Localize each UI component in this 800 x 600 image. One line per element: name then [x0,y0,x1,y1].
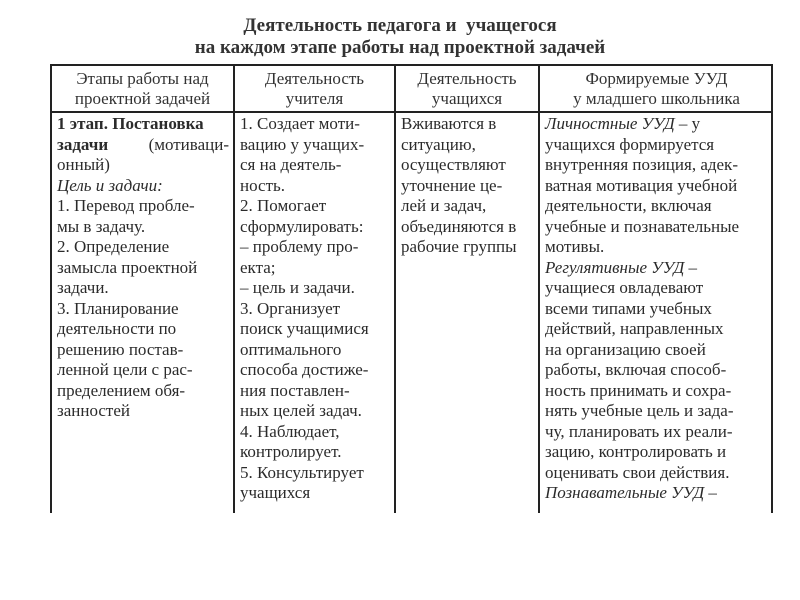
student-line: осуществляют [401,155,506,174]
teacher-line: ных целей задач. [240,401,362,420]
regulative-uud-line: работы, включая способ- [545,360,727,379]
regulative-uud-line: на организацию своей [545,339,706,359]
stage-title-line: онный) [57,155,110,174]
stage-title-rest: (мотиваци- [148,134,229,154]
regulative-uud-line: чу, планировать их реали- [545,421,733,441]
teacher-line: – проблему про- [240,237,359,256]
activity-table [50,64,773,513]
personal-uud-text: – у [674,114,701,133]
header-stages [52,66,233,111]
teacher-line: 2. Помогает [240,196,327,215]
teacher-line: способа достиже- [240,360,369,379]
regulative-uud-line: всеми типами учебных [545,298,712,318]
regulative-uud-line: действий, направленных [545,319,724,338]
regulative-uud-line: нять учебные цель и зада- [545,401,734,420]
title-line-1: Деятельность педагога и учащегося [243,15,557,36]
stage-line: ленной цели с рас- [57,360,193,379]
personal-uud-line: учебные и познавательные [545,216,740,236]
teacher-line: ния поставлен- [240,380,350,400]
teacher-line: екта; [240,257,276,277]
student-line: рабочие группы [401,237,517,256]
teacher-line: сформулировать: [240,216,364,236]
stage-line: 3. Планирование [57,298,179,318]
cell-teacher [235,113,394,504]
regulative-uud-line: оценивать свои действия. [545,462,730,482]
personal-uud-line: учащихся формируется [545,134,715,154]
stage-title-line: 1 этап. Постановка [57,114,204,133]
teacher-line: учащихся [240,483,311,502]
personal-uud-line: ватная мотивация учебной [545,175,738,195]
stage-line: 1. Перевод пробле- [57,196,195,215]
personal-uud-line-list [545,135,769,258]
student-line-list [401,114,534,258]
teacher-line: 4. Наблюдает, [240,421,340,441]
header-line: проектной задачей [74,89,211,108]
goals-label: Цель и задачи: [57,175,163,195]
personal-uud-label: Личностные УУД [545,114,675,133]
header-line: Деятельность [417,69,517,88]
stage-line: пределением обя- [57,380,186,400]
title-line-2: на каждом этапе работы над проектной задачей [194,37,606,58]
header-line: Формируемые УУД [585,69,728,88]
student-line: лей и задач, [401,196,487,215]
stage-line: решению постав- [57,339,184,359]
student-line: ситуацию, [401,134,476,154]
teacher-line: поиск учащимися [240,319,369,338]
cell-uud [540,113,773,504]
teacher-line: ся на деятель- [240,155,342,174]
teacher-line: 3. Организует [240,298,341,318]
teacher-line: – цель и задачи. [240,278,355,297]
personal-uud-line: деятельности, включая [545,196,712,215]
stage-line: деятельности по [57,319,177,338]
regulative-uud-line: зацию, контролировать и [545,442,727,461]
cell-stage [52,113,233,422]
teacher-line: 1. Создает моти- [240,114,360,133]
stage-line: задачи. [57,278,109,297]
stage-line: 2. Определение [57,237,170,256]
stage-line: замысла проектной [57,257,198,277]
header-uud [540,66,773,111]
stage-line: занностей [57,401,130,420]
personal-uud-line: мотивы. [545,237,605,256]
teacher-line: 5. Консультирует [240,462,364,482]
student-line: Вживаются в [401,114,497,133]
header-line: Деятельность [264,69,365,88]
header-line: Этапы работы над [76,69,209,88]
teacher-line: контролирует. [240,442,342,461]
teacher-line: вацию у учащих- [240,134,365,154]
teacher-line: ность. [240,175,285,195]
regulative-uud-line: ность принимать и сохра- [545,380,732,400]
student-line: объединяются в [401,216,517,236]
stage-title-bold: задачи [57,134,109,154]
stage-line-list [57,196,229,422]
document-title [0,15,800,59]
header-line: у младшего школьника [573,89,740,108]
header-line: учащихся [431,89,503,108]
teacher-line-list [240,114,390,504]
stage-title-line [57,135,229,156]
header-line: учителя [285,89,344,108]
regulative-uud-line: учащиеся овладевают [545,278,704,297]
regulative-uud-line-list [545,278,769,483]
cognitive-uud-label: Познавательные УУД – [545,483,717,502]
stage-line: мы в задачу. [57,216,146,236]
cell-students [396,113,538,258]
teacher-line: оптимального [240,339,342,359]
personal-uud-line [545,114,769,135]
student-line: уточнение це- [401,175,503,195]
personal-uud-line: внутренняя позиция, адек- [545,155,738,174]
regulative-uud-label: Регулятивные УУД – [545,257,698,277]
header-students [396,66,538,111]
header-teacher [235,66,394,111]
